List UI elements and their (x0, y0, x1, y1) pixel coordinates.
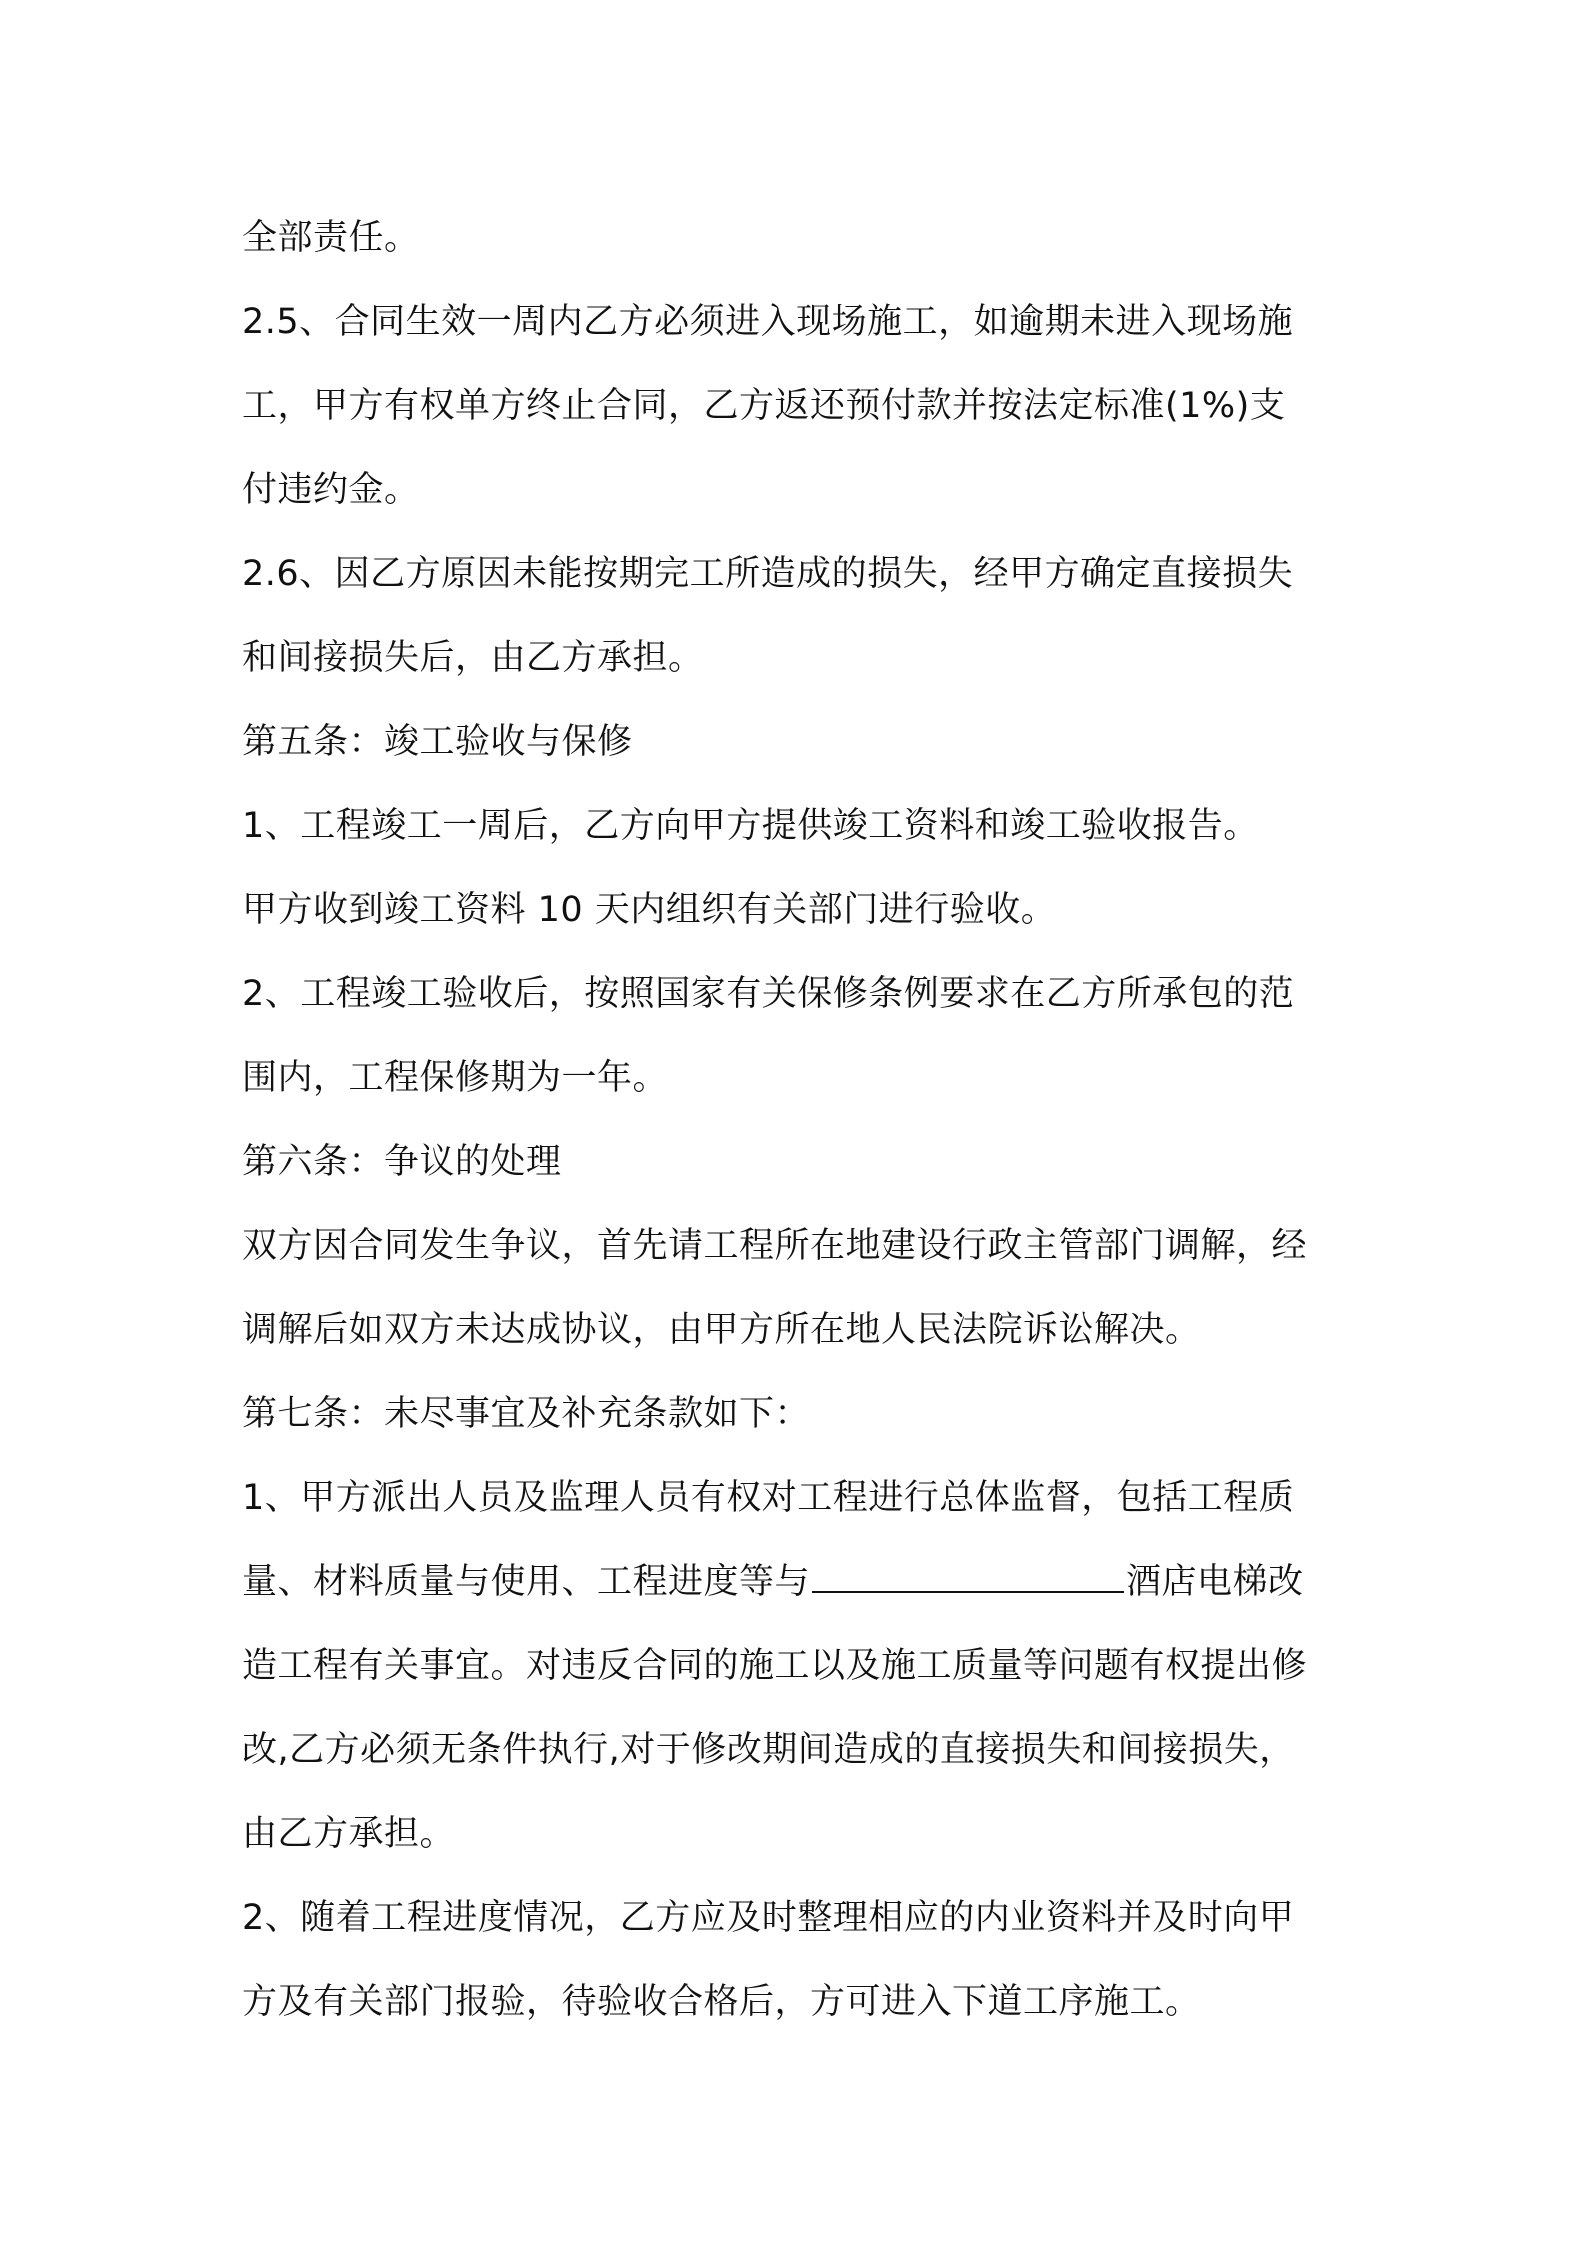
text-line: 工，甲方有权单方终止合同，乙方返还预付款并按法定标准(1%)支 (242, 386, 1286, 426)
text-line: 围内，工程保修期为一年。 (242, 1058, 669, 1098)
text-line: 全部责任。 (242, 218, 420, 258)
text-line-with-blank (242, 1540, 1362, 1624)
text-line: 1、工程竣工一周后，乙方向甲方提供竣工资料和竣工验收报告。 (242, 806, 1259, 846)
text-line: 甲方收到竣工资料 10 天内组织有关部门进行验收。 (242, 890, 1057, 930)
text-line: 2.6、因乙方原因未能按期完工所造成的损失，经甲方确定直接损失 (242, 554, 1294, 594)
text-line: 造工程有关事宜。对违反合同的施工以及施工质量等问题有权提出修 (242, 1646, 1308, 1686)
fill-in-blank (812, 1561, 1124, 1593)
document-body (242, 196, 1362, 2044)
text-line: 2、工程竣工验收后，按照国家有关保修条例要求在乙方所承包的范 (242, 974, 1295, 1014)
text-line: 付违约金。 (242, 470, 420, 510)
section-heading: 第六条：争议的处理 (242, 1142, 562, 1182)
blank-line-suffix: 酒店电梯改 (1126, 1562, 1304, 1602)
text-line: 方及有关部门报验，待验收合格后，方可进入下道工序施工。 (242, 1982, 1201, 2022)
text-line: 双方因合同发生争议，首先请工程所在地建设行政主管部门调解，经 (242, 1226, 1308, 1266)
text-line: 2.5、合同生效一周内乙方必须进入现场施工，如逾期未进入现场施 (242, 302, 1294, 342)
text-line: 1、甲方派出人员及监理人员有权对工程进行总体监督，包括工程质 (242, 1478, 1295, 1518)
text-line: 由乙方承担。 (242, 1814, 456, 1854)
text-line: 改,乙方必须无条件执行,对于修改期间造成的直接损失和间接损失， (242, 1730, 1295, 1770)
text-line: 2、随着工程进度情况，乙方应及时整理相应的内业资料并及时向甲 (242, 1898, 1295, 1938)
blank-line-prefix: 量、材料质量与使用、工程进度等与 (242, 1562, 811, 1602)
text-line: 调解后如双方未达成协议，由甲方所在地人民法院诉讼解决。 (242, 1310, 1201, 1350)
text-line: 和间接损失后，由乙方承担。 (242, 638, 704, 678)
section-heading: 第七条：未尽事宜及补充条款如下： (242, 1394, 811, 1434)
section-heading: 第五条：竣工验收与保修 (242, 722, 633, 762)
